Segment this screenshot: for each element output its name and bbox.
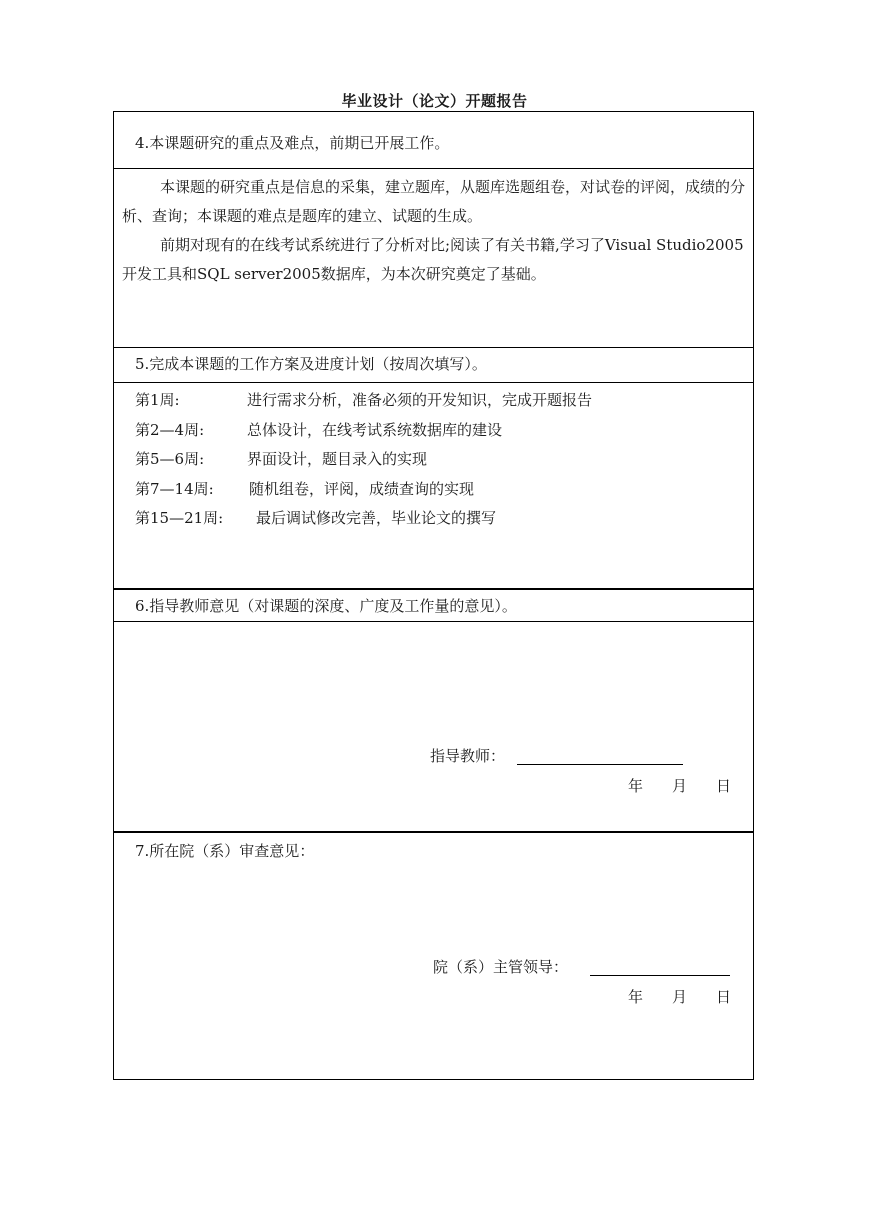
section4-paragraph-1: 本课题的研究重点是信息的采集，建立题库，从题库选题组卷，对试卷的评阅，成绩的分析、查询；本课题的难点是题库的建立、试题的生成。: [122, 178, 746, 225]
divider: [114, 382, 753, 383]
schedule-task: 进行需求分析，准备必须的开发知识，完成开题报告: [247, 391, 593, 409]
schedule-task: 最后调试修改完善，毕业论文的撰写: [256, 509, 497, 527]
schedule-item: [135, 479, 474, 499]
divider: [114, 588, 753, 590]
schedule-item: [135, 420, 502, 440]
section5-heading: 5.完成本课题的工作方案及进度计划（按周次填写）。: [135, 355, 487, 373]
section4-heading: 4.本课题研究的重点及难点，前期已开展工作。: [135, 134, 450, 152]
advisor-signature-line[interactable]: [517, 764, 683, 765]
dept-date-day: 日: [716, 988, 732, 1006]
section7-heading: 7.所在院（系）审查意见：: [135, 842, 315, 860]
schedule-week: 第7—14周:: [135, 480, 214, 498]
schedule-task: 界面设计，题目录入的实现: [247, 450, 428, 468]
section6-heading: 6.指导教师意见（对课题的深度、广度及工作量的意见）。: [135, 597, 517, 615]
page-title: 毕业设计（论文）开题报告: [341, 92, 528, 110]
dept-leader-signature-label: 院（系）主管领导：: [433, 958, 569, 976]
advisor-date-month: 月: [672, 777, 688, 795]
dept-date-year: 年: [628, 988, 644, 1006]
schedule-week: 第5—6周:: [135, 450, 205, 468]
divider: [114, 347, 753, 348]
divider: [114, 168, 753, 169]
advisor-date-day: 日: [716, 777, 732, 795]
report-form: [113, 111, 754, 1080]
schedule-item: [135, 390, 592, 410]
schedule-item: [135, 508, 496, 528]
schedule-item: [135, 449, 427, 469]
divider: [114, 621, 753, 622]
schedule-week: 第2—4周:: [135, 421, 205, 439]
advisor-date-year: 年: [628, 777, 644, 795]
divider: [114, 831, 753, 833]
dept-leader-signature-line[interactable]: [590, 975, 730, 976]
advisor-signature-label: 指导教师：: [430, 747, 506, 765]
section4-paragraph-2: 前期对现有的在线考试系统进行了分析对比;阅读了有关书籍,学习了Visual Studio2005开发工具和SQL server2005数据库，为本次研究奠定了基础。: [122, 236, 744, 283]
schedule-task: 总体设计，在线考试系统数据库的建设: [247, 421, 503, 439]
schedule-task: 随机组卷，评阅，成绩查询的实现: [249, 480, 475, 498]
schedule-week: 第1周:: [135, 391, 180, 409]
schedule-week: 第15—21周:: [135, 509, 224, 527]
dept-date-month: 月: [672, 988, 688, 1006]
